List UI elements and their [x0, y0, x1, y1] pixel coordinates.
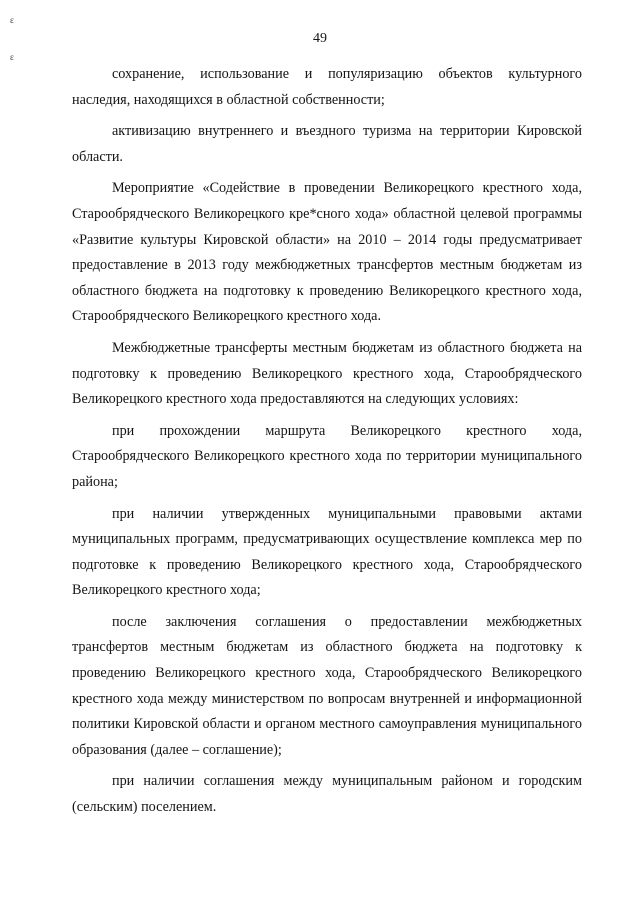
paragraph: Мероприятие «Содействие в проведении Великорецкого крестного хода, Старообрядческого Великорецкого кре*сного хода» областной целевой программы «Развитие культуры Кировской области» на 2010 – 2014 годы предусматривает предоставление в 2013 году межбюджетных трансфертов местным бюджетам из областного бюджета на подготовку к проведению Великорецкого крестного хода, Старообрядческого Великорецкого крестного хода. — [72, 180, 582, 325]
paragraph: при наличии утвержденных муниципальными правовыми актами муниципальных программ, предусматривающих осуществление комплекса мер по подготовке к проведению Великорецкого крестного хода, Старообрядческого Великорецкого крестного хода; — [72, 505, 582, 599]
paragraph: сохранение, использование и популяризацию объектов культурного наследия, находящихся в областной собственности; — [72, 66, 582, 108]
margin-mark: ε — [10, 15, 14, 25]
paragraph: при наличии соглашения между муниципальным районом и городским (сельским) поселением. — [72, 773, 582, 816]
page-number: 49 — [313, 31, 327, 46]
paragraph: Межбюджетные трансферты местным бюджетам из областного бюджета на подготовку к проведению Великорецкого крестного хода, Старообрядческого Великорецкого крестного хода предоставляются на следующих условиях: — [72, 339, 582, 408]
paragraph: после заключения соглашения о предоставлении межбюджетных трансфертов местным бюджетам из областного бюджета на подготовку к проведению Великорецкого крестного хода, Старообрядческого Великорецкого крестного хода между министерством по вопросам внутренней и информационной политики Кировской области и органом местного самоуправления муниципального образования (далее – соглашение); — [72, 613, 582, 758]
margin-mark: ɛ — [10, 52, 14, 62]
document-body — [72, 62, 582, 827]
paragraph: активизацию внутреннего и въездного туризма на территории Кировской области. — [72, 123, 582, 165]
paragraph: при прохождении маршрута Великорецкого крестного хода, Старообрядческого Великорецкого крестного хода по территории муниципального района; — [72, 422, 582, 490]
